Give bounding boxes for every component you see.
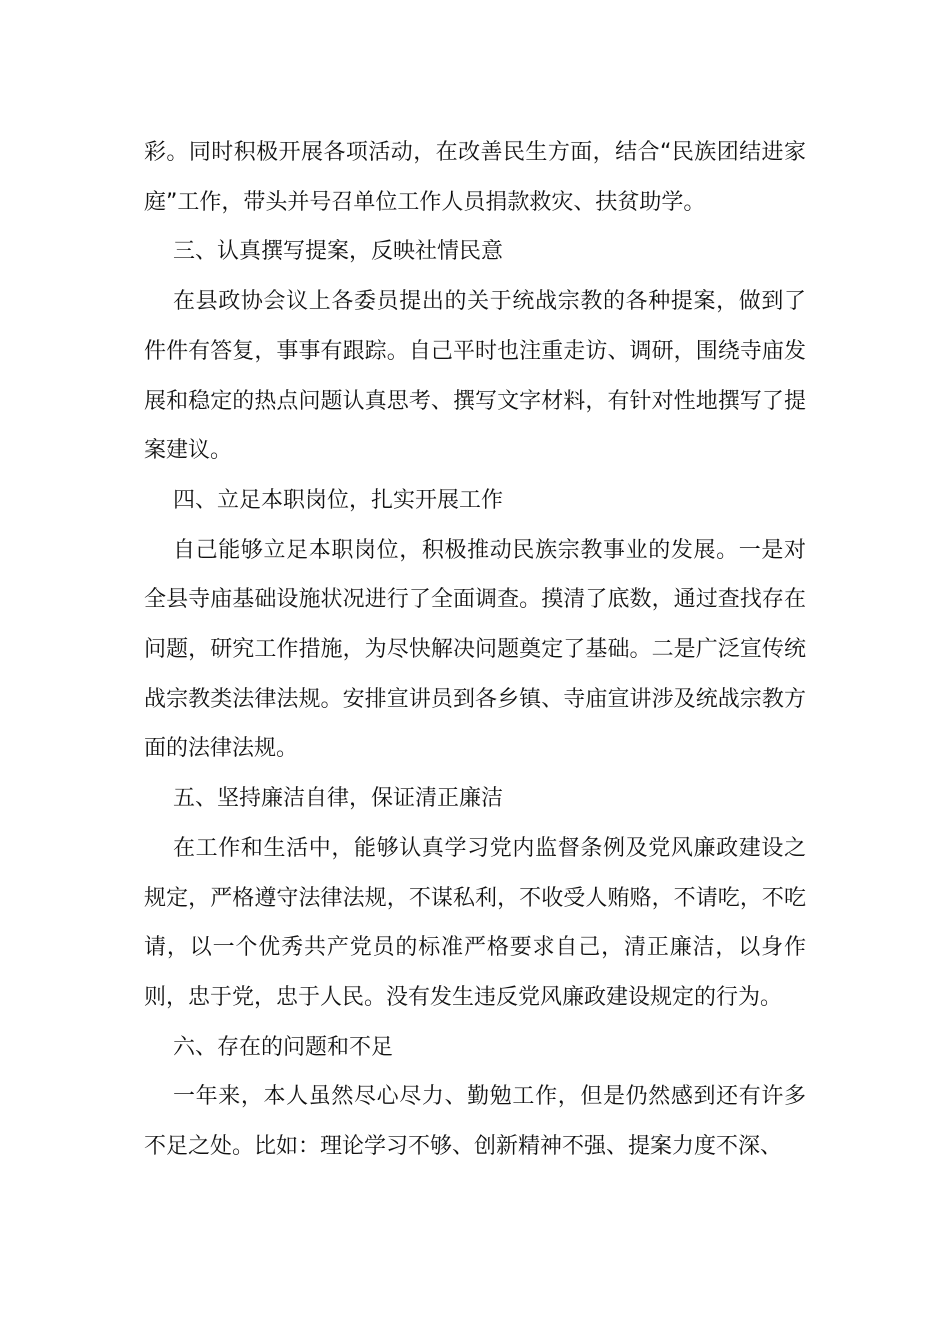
- paragraph-work: 自己能够立足本职岗位，积极推动民族宗教事业的发展。一是对全县寺庙基础设施状况进行了全面调查。摸清了底数，通过查找存在问题，研究工作措施，为尽快解决问题奠定了基础。二是广泛宣传统战宗教类法律法规。安排宣讲员到各乡镇、寺庙宣讲涉及统战宗教方面的法律法规。: [144, 537, 806, 762]
- document-body: [144, 128, 806, 1172]
- section-heading-4: 四、立足本职岗位，扎实开展工作: [173, 487, 504, 513]
- paragraph-shortcomings: 一年来，本人虽然尽心尽力、勤勉工作，但是仍然感到还有许多不足之处。比如：理论学习不够、创新精神不强、提案力度不深、: [144, 1084, 806, 1160]
- paragraph-integrity: 在工作和生活中，能够认真学习党内监督条例及党风廉政建设之规定，严格遵守法律法规，不谋私利，不收受人贿赂，不请吃，不吃请，以一个优秀共产党员的标准严格要求自己，清正廉洁，以身作则，忠于党，忠于人民。没有发生违反党风廉政建设规定的行为。: [144, 835, 806, 1010]
- section-heading-3: 三、认真撰写提案，反映社情民意: [173, 239, 504, 265]
- paragraph-proposals: 在县政协会议上各委员提出的关于统战宗教的各种提案，做到了件件有答复，事事有跟踪。自己平时也注重走访、调研，围绕寺庙发展和稳定的热点问题认真思考、撰写文字材料，有针对性地撰写了提案建议。: [144, 289, 806, 464]
- section-heading-6: 六、存在的问题和不足: [173, 1034, 394, 1060]
- paragraph-continuation: 彩。同时积极开展各项活动，在改善民生方面，结合“民族团结进家庭”工作，带头并号召单位工作人员捐款救灾、扶贫助学。: [144, 140, 806, 215]
- section-heading-5: 五、坚持廉洁自律，保证清正廉洁: [173, 786, 504, 812]
